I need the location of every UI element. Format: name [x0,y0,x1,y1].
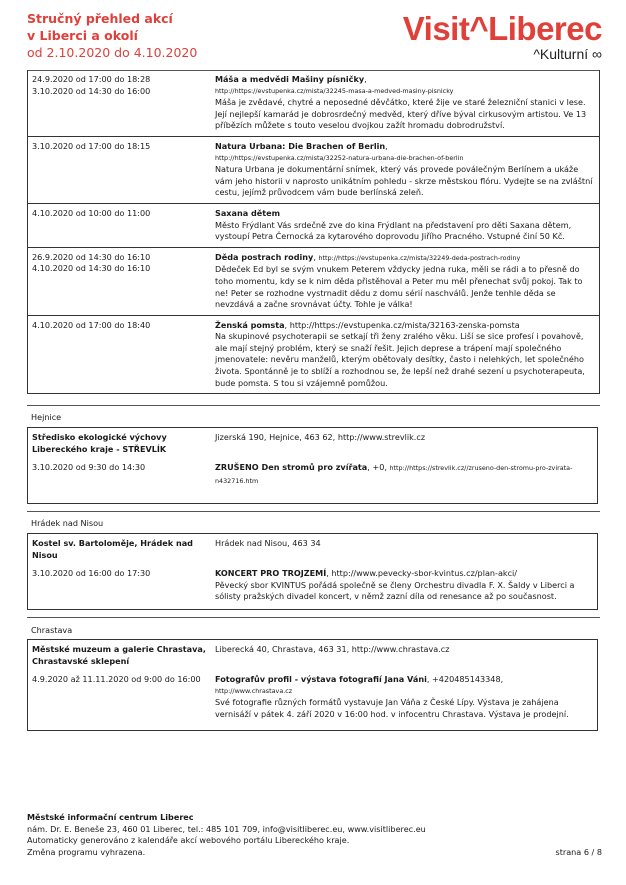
date-range: od 2.10.2020 do 4.10.2020 [27,45,198,60]
event-title-suffix: , [284,319,290,330]
event-row [28,70,599,137]
event-title: Ženská pomsta [215,319,285,330]
event-time: 26.9.2020 od 14:30 do 16:10 4.10.2020 od 14:30 do 16:10 [32,251,151,274]
event-title: ZRUŠENO Den stromů pro zvířata [215,462,368,473]
venue-address: Hrádek nad Nisou, 463 34 [215,538,321,548]
event-title-suffix: , +420485143348, [426,674,504,685]
event-time: 24.9.2020 od 17:00 do 18:28 3.10.2020 od 14:30 do 16:00 [32,74,151,96]
town-heading: Hrádek nad Nisou [31,518,104,528]
event-link[interactable]: http://https://evstupenka.cz/mista/32245-masa-a-medved-masiny-pisnicky [215,86,454,95]
section-divider [27,617,600,618]
event-body [213,208,595,243]
event-row [28,248,599,316]
town-heading: Chrastava [31,625,73,635]
venue-row [28,644,597,667]
event-time: 3.10.2020 od 16:00 do 17:30 [32,568,151,579]
event-link[interactable]: http://https://evstupenka.cz/mista/32163-zenska-pomsta [289,319,520,330]
section-divider [27,511,600,512]
event-link[interactable]: http://www.chrastava.cz [215,686,293,695]
event-time: 4.9.2020 až 11.11.2020 od 9:00 do 16:00 [32,674,201,685]
venue-name: Středisko ekologické výchovy Libereckého kraje - STŘEVLÍK [32,432,167,454]
event-time: 3.10.2020 od 17:00 do 18:15 [32,140,151,151]
event-row [28,204,599,248]
event-link[interactable]: http://https://evstupenka.cz/mista/32249-deda-postrach-rodiny [318,253,521,262]
event-row [28,568,597,603]
event-title: KONCERT PRO TROJZEMÍ [215,568,327,579]
event-title: Natura Urbana: Die Brachen of Berlin [215,140,386,151]
event-title-suffix: , [364,74,367,84]
event-row [28,674,597,720]
event-body [213,320,595,390]
venue-block [27,427,598,504]
footer-address: nám. Dr. E. Beneše 23, 460 01 Liberec, tel.: 485 101 709, info@visitliberec.eu, www.visitliberec.eu [27,823,426,834]
event-description: Pěvecký sbor KVINTUS pořádá společně se členy Orchestru divadla F. X. Šaldy v Liberci a sólisty pražských divadel koncert, v němž zazní díla od renesance až po současnost. [215,579,575,602]
event-title-suffix: , [313,251,319,262]
title-line-1: Stručný přehled akcí [27,11,173,26]
venue-name: Městské muzeum a galerie Chrastava, Chrastavské sklepení [32,644,206,666]
logo-wordmark: Visit^Liberec [402,10,602,47]
event-time: 4.10.2020 od 10:00 do 11:00 [32,207,151,218]
event-title-suffix: , [385,140,388,151]
event-description: Natura Urbana je dokumentární snímek, který vás provede poválečným Berlínem a ukáže vám jeho historii v naprosto unikátním pohledu - skrze městskou flóru. Vydejte se na zvláštní cestu, jejímž průvodcem vám bude berlínská zeleň. [215,164,593,198]
venue-address: Liberecká 40, Chrastava, 463 31, http://www.chrastava.cz [215,644,450,654]
title-line-2: v Liberci a okolí [27,28,138,43]
event-title: Máša a medvědi Mašiny písničky [215,74,365,84]
page-header [27,10,602,70]
event-description: Máša je zvědavé, chytré a neposedné děvčátko, které žije ve staré železniční stanici v lese. Její nejlepší kamarád je dobrosrdečný medvěd, který dříve býval cirkusovým artistou. Ve 13 příbězích můžete s touto veselou dvojkou zažít hromadu dobrodružství. [215,97,587,131]
event-body [213,568,593,603]
event-description: Na skupinové psychoterapii se setkají tři ženy zralého věku. Liší se sice profesí i povahově, ale mají stejný problém, který se snaží řešit. Jejich deprese a trápení mají společného jmenovatele: nevěru manželů, kterým obětovaly desítky, často i nelehkých, let společného života. Spontánně je to sblíží a rozhodnou se, že lepší než drahé sezení u psychoterapeuta, bude pomsta. S tou si vzájemně pomůžou. [215,331,585,388]
event-title-suffix: , +0, [367,462,390,473]
venue-row [28,538,597,561]
event-body [213,141,595,199]
footer-note: Změna programu vyhrazena. [27,847,146,858]
venue-block [27,533,598,610]
venue-name: Kostel sv. Bartoloměje, Hrádek nad Nisou [32,538,193,560]
event-time: 4.10.2020 od 17:00 do 18:40 [32,319,151,330]
event-description: Dědeček Ed byl se svým vnukem Peterem vždycky jedna ruka, měli se rádi a to přesně do toho momentu, kdy se k nim děda přistěhoval a Peter mu měl přenechat svůj pokoj. Tak to ne! Peter se rozhodne vystrnadit dědu z domu sérií naschválů. Jenže tenhle děda se nevzdává a začne srovnávat účty. Tohle je válka! [215,264,583,310]
event-body [213,252,595,311]
event-link[interactable]: http://https://strevlik.cz//zruseno-den-stromu-pro-zvirata-n432716.htm [215,464,573,485]
section-divider [27,405,600,406]
town-heading: Hejnice [31,412,62,422]
event-title: Fotografův profil - výstava fotografií Jana Váni [215,674,427,685]
venue-block [27,639,598,731]
page-footer [27,812,602,859]
event-body [213,462,593,487]
venue-address: Jizerská 190, Hejnice, 463 62, http://www.strevlik.cz [215,432,426,442]
logo-tagline: ^Kulturní ∞ [533,46,602,62]
event-time: 3.10.2020 od 9:30 do 14:30 [32,462,146,473]
footer-organization: Městské informační centrum Liberec [27,812,194,822]
event-row [28,137,599,204]
event-title-suffix: , http://www.pevecky-sbor-kvintus.cz/plan-akci/ [326,568,518,579]
event-body [213,74,595,132]
event-link[interactable]: http://https://evstupenka.cz/mista/32252-natura-urbana-die-brachen-of-berlin [215,153,464,162]
event-body [213,674,593,720]
events-table [27,70,600,394]
document-title [27,10,197,61]
event-row [28,316,599,394]
event-title: Saxana dětem [215,207,281,218]
page-number: strana 6 / 8 [555,847,602,858]
event-row [28,462,597,487]
event-title: Děda postrach rodiny [215,251,314,262]
venue-row [28,432,597,455]
event-description: Město Frýdlant Vás srdečně zve do kina Frýdlant na představení pro děti Saxana dětem, vystoupí Petra Černocká za kytarového doprovodu Jiřího Pracného. Vstupné činí 50 Kč. [215,219,572,242]
footer-note: Automaticky generováno z kalendáře akcí webového portálu Libereckého kraje. [27,835,350,846]
event-description: Své fotografie různých formátů vystavuje Jan Váňa z České Lípy. Výstava je zahájena vernisáží v pátek 4. září 2020 v 16:00 hod. v infocentru Chrastava. Výstava je prodejní. [215,697,569,719]
visit-liberec-logo [403,10,602,61]
